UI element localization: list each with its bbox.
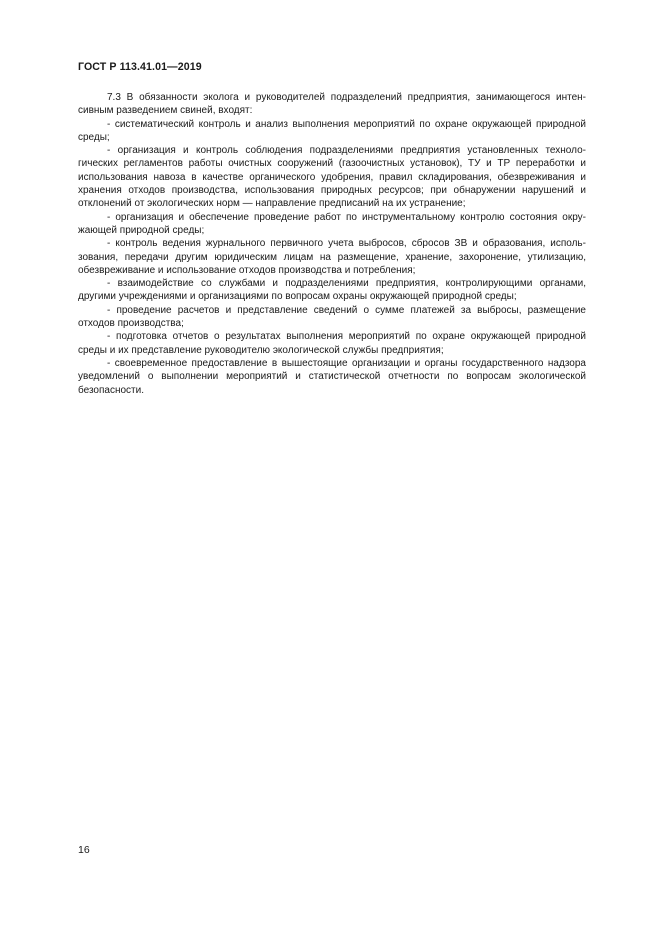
page-number: 16 xyxy=(78,844,90,856)
list-item-organization-control: - организация и контроль соблюдения подразделениями предприятия установленных технологических регламентов работы очистных сооружений (газоочистных установок), ТУ и ТР переработки и использования навоза в качестве органического удобрения, правил складирования, обезвреживания и хранения отходов производства, использования природных ресурсов; при обнаружении нарушений и отклонений от экологических норм — направление предписаний на их устранение; xyxy=(78,145,586,210)
document-code-header: ГОСТ Р 113.41.01—2019 xyxy=(78,61,202,73)
list-item-timely-notification: - своевременное предоставление в вышестоящие организации и органы государственного надзора уведомлений о выполнении мероприятий и статистической отчетности по вопросам экологической безопасности. xyxy=(78,357,586,396)
list-item-interaction: - взаимодействие со службами и подразделениями предприятия, контролирующими органами, другими учреждениями и организациями по вопросам охраны окружающей природной среды; xyxy=(78,278,586,303)
clause-7-3-intro: 7.3 В обязанности эколога и руководителей подразделений предприятия, занимающегося интенсивным разведением свиней, входят: xyxy=(78,92,586,117)
list-item-systematic-control: - систематический контроль и анализ выполнения мероприятий по охране окружающей природной среды; xyxy=(78,118,586,143)
list-item-report-preparation: - подготовка отчетов о результатах выполнения мероприятий по охране окружающей природной среды и их представление руководителю экологической службы предприятия; xyxy=(78,331,586,356)
list-item-journal-accounting: - контроль ведения журнального первичного учета выбросов, сбросов ЗВ и образования, использования, передачи другим юридическим лицам на размещение, хранение, захоронение, утилизацию, обезвреживание и использование отходов производства и потребления; xyxy=(78,238,586,276)
list-item-instrumental-control: - организация и обеспечение проведение работ по инструментальному контролю состояния окружающей природной среды; xyxy=(78,211,586,236)
list-item-payment-calculation: - проведение расчетов и представление сведений о сумме платежей за выбросы, размещение отходов производства; xyxy=(78,304,586,330)
document-body xyxy=(78,91,586,397)
